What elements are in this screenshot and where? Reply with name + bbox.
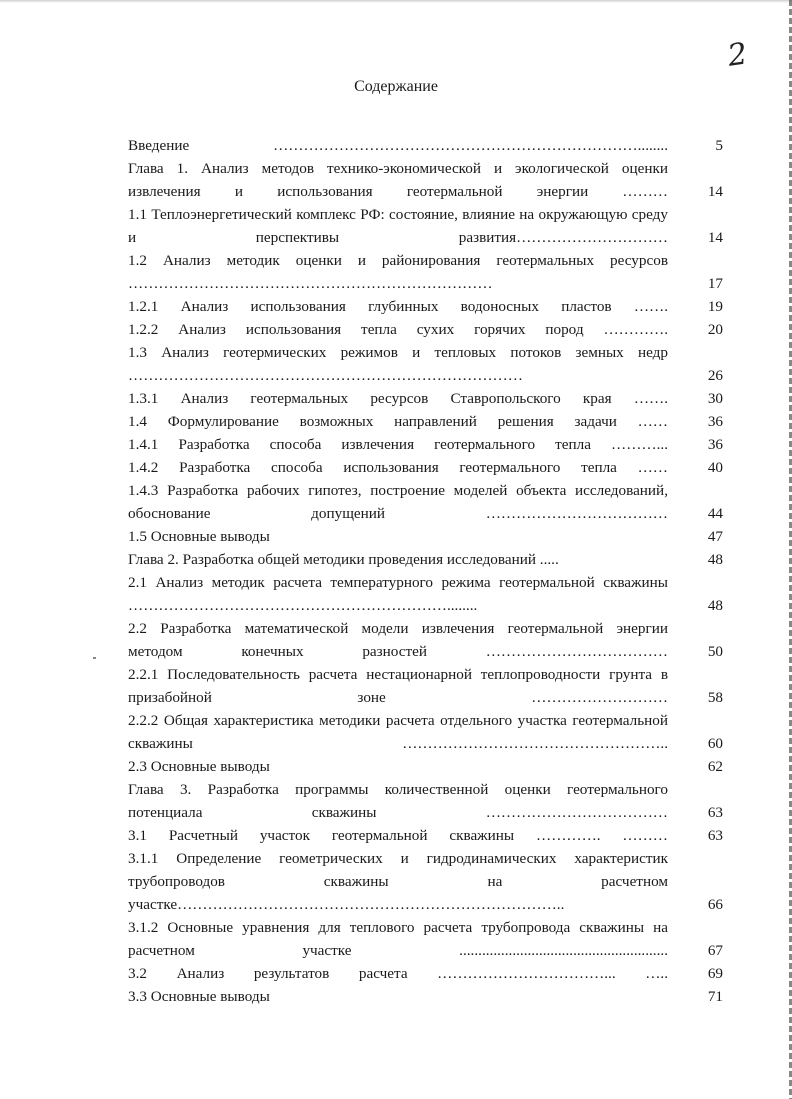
toc-entry-text: 2.1 Анализ методик расчета температурного режима геотермальной скважины ………………………………………………………........ <box>128 574 668 614</box>
toc-entry-text: Введение ………………………………………………………………........ <box>128 137 668 154</box>
toc-entry-1-2-2 <box>128 318 723 341</box>
toc-entry-text: 1.3.1 Анализ геотермальных ресурсов Ставропольского края ……. <box>128 390 668 407</box>
page-title: Содержание <box>354 78 438 95</box>
toc-entry-text: 1.3 Анализ геотермических режимов и тепловых потоков земных недр …………………………………………………………………… <box>128 344 668 384</box>
toc-entry-page: 20 <box>707 321 723 338</box>
toc-entry-page: 69 <box>707 965 723 982</box>
toc-entry-3-2 <box>128 962 723 985</box>
toc-entry-3-3 <box>128 985 723 1008</box>
toc-entry-text: 1.4.1 Разработка способа извлечения геотермального тепла ………... <box>128 436 668 453</box>
toc-entry-1-3-1 <box>128 387 723 410</box>
toc-entry-1-4-1 <box>128 433 723 456</box>
toc-entry-text: Глава 2. Разработка общей методики проведения исследований ..... <box>128 551 559 568</box>
toc-entry-page: 47 <box>707 528 723 545</box>
toc-entry-text: 3.1.2 Основные уравнения для теплового расчета трубопровода скважины на расчетном участке ....................................................... <box>128 919 668 959</box>
toc-entry-text: 1.2.1 Анализ использования глубинных водоносных пластов ……. <box>128 298 668 315</box>
toc-entry-page: 63 <box>707 827 723 844</box>
toc-entry-text: 1.4.2 Разработка способа использования геотермального тепла …… <box>128 459 668 476</box>
toc-entry-page: 26 <box>707 367 723 384</box>
toc-entry-text: 3.1.1 Определение геометрических и гидродинамических характеристик трубопроводов скважины на расчетном участке………………………………………………………………….. <box>128 850 668 913</box>
toc-entry-2-3 <box>128 755 723 778</box>
toc-entry-1-1 <box>128 203 723 249</box>
toc-entry-text: 1.4.3 Разработка рабочих гипотез, построение моделей объекта исследований, обоснование допущений ……………………………… <box>128 482 668 522</box>
toc-entry-page: 14 <box>707 229 723 246</box>
toc-entry-3-1 <box>128 824 723 847</box>
toc-entry-text: 2.3 Основные выводы <box>128 758 270 775</box>
toc-entry-text: 1.2.2 Анализ использования тепла сухих горячих пород …………. <box>128 321 668 338</box>
table-of-contents <box>128 134 723 1008</box>
toc-entry-page: 44 <box>707 505 723 522</box>
toc-entry-1-3 <box>128 341 723 387</box>
toc-entry-introduction <box>128 134 723 157</box>
toc-entry-page: 63 <box>707 804 723 821</box>
toc-entry-page: 19 <box>707 298 723 315</box>
toc-entry-3-1-2 <box>128 916 723 962</box>
toc-entry-page: 14 <box>707 183 723 200</box>
toc-entry-3-1-1 <box>128 847 723 916</box>
toc-entry-page: 40 <box>707 459 723 476</box>
toc-entry-page: 17 <box>707 275 723 292</box>
toc-entry-text: Глава 1. Анализ методов технико-экономической и экологической оценки извлечения и использования геотермальной энергии ……… <box>128 160 668 200</box>
toc-entry-page: 30 <box>707 390 723 407</box>
toc-entry-page: 66 <box>707 896 723 913</box>
toc-entry-page: 67 <box>707 942 723 959</box>
toc-entry-1-2-1 <box>128 295 723 318</box>
toc-entry-text: 3.2 Анализ результатов расчета ……………………………... ….. <box>128 965 668 982</box>
toc-entry-text: 2.2 Разработка математической модели извлечения геотермальной энергии методом конечных разностей ……………………………… <box>128 620 668 660</box>
toc-entry-text: 3.1 Расчетный участок геотермальной скважины …………. ……… <box>128 827 668 844</box>
toc-entry-1-4-2 <box>128 456 723 479</box>
toc-entry-text: 2.2.2 Общая характеристика методики расчета отдельного участка геотермальной скважины …………………………………………….. <box>128 712 668 752</box>
toc-entry-2-2 <box>128 617 723 663</box>
toc-entry-page: 71 <box>707 988 723 1005</box>
toc-entry-page: 48 <box>707 597 723 614</box>
toc-entry-1-4-3 <box>128 479 723 525</box>
toc-entry-text: 2.2.1 Последовательность расчета нестационарной теплопроводности грунта в призабойной зоне ……………………… <box>128 666 668 706</box>
scan-top-edge <box>0 0 792 3</box>
toc-entry-2-2-1 <box>128 663 723 709</box>
toc-entry-chapter-1 <box>128 157 723 203</box>
toc-entry-text: Глава 3. Разработка программы количественной оценки геотермального потенциала скважины ……………………………… <box>128 781 668 821</box>
toc-entry-2-2-2 <box>128 709 723 755</box>
toc-entry-page: 60 <box>707 735 723 752</box>
toc-entry-page: 36 <box>707 413 723 430</box>
toc-entry-1-5 <box>128 525 723 548</box>
toc-entry-text: 3.3 Основные выводы <box>128 988 270 1005</box>
toc-entry-text: 1.4 Формулирование возможных направлений решения задачи …… <box>128 413 668 430</box>
handwritten-page-number: 2 <box>725 36 750 74</box>
toc-entry-page: 62 <box>707 758 723 775</box>
toc-entry-1-4 <box>128 410 723 433</box>
toc-entry-text: 1.2 Анализ методик оценки и районирования геотермальных ресурсов ……………………………………………………………… <box>128 252 668 292</box>
toc-entry-page: 58 <box>707 689 723 706</box>
toc-entry-chapter-3 <box>128 778 723 824</box>
toc-entry-1-2 <box>128 249 723 295</box>
toc-entry-2-1 <box>128 571 723 617</box>
toc-entry-page: 36 <box>707 436 723 453</box>
toc-entry-page: 5 <box>715 137 723 154</box>
toc-entry-page: 48 <box>707 551 723 568</box>
toc-entry-text: 1.1 Теплоэнергетический комплекс РФ: состояние, влияние на окружающую среду и перспективы развития………………………… <box>128 206 668 246</box>
toc-entry-chapter-2 <box>128 548 723 571</box>
toc-entry-text: 1.5 Основные выводы <box>128 528 270 545</box>
scan-speck <box>93 657 96 659</box>
toc-entry-page: 50 <box>707 643 723 660</box>
